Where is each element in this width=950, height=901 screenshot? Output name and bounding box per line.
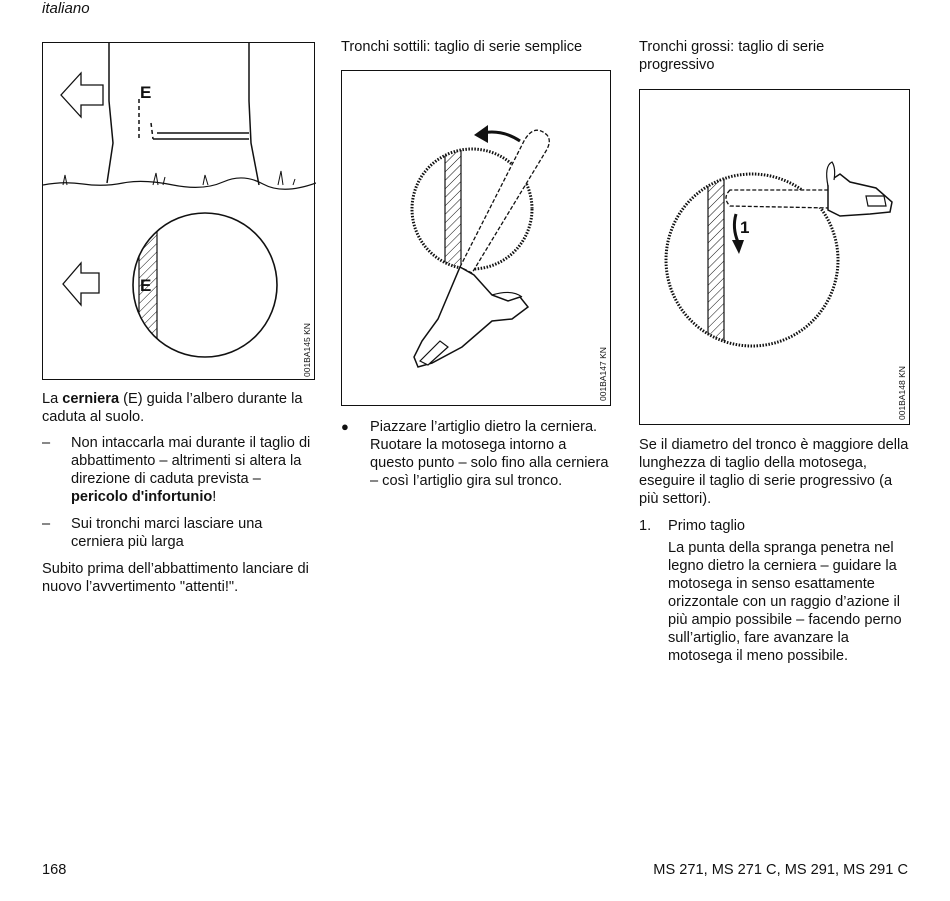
simple-cut-illustration [342,71,612,407]
step-number: 1. [639,518,652,534]
closing-paragraph: Subito prima dell’abbattimento lanciare di nuovo l’avvertimento "attenti!". [42,561,309,595]
progressive-cut-figure [639,89,910,425]
dash-marker: – [42,435,51,451]
item-text: Sui tronchi marci lasciare una cerniera più larga [71,516,263,550]
column2-heading: Tronchi sottili: taglio di serie semplice [341,39,583,55]
page-number: 168 [42,862,67,878]
bullet-icon: ● [341,419,349,434]
step-title: Primo taglio [668,518,746,534]
ground-line [43,178,316,189]
tree-trunk [107,43,259,185]
bullet-text: Piazzare l’artiglio dietro la cerniera. Ruotare la motosega intorno a questo punto – solo fino alla cerniera – così l’artiglio gira sul tronco. [370,419,609,489]
hinge-illustration [43,43,316,381]
warning-bold: pericolo d'infortunio [71,489,213,505]
progressive-cut-illustration [640,90,911,426]
figure-step-label: 1 [740,218,750,237]
guide-bar [726,190,830,208]
intro-text-rest: (E) guida l’albero durante la caduta al suolo. [42,391,303,425]
chainsaw-body [828,174,892,216]
column3-heading: Tronchi grossi: taglio di serie progressivo [639,39,825,73]
figure-code: 001BA147 KN [598,347,608,401]
simple-cut-figure [341,70,611,406]
column3-intro: Se il diametro del tronco è maggiore della lunghezza di taglio della motosega, eseguire il taglio di serie progressivo (a più settori). [639,437,909,507]
item-text: Non intaccarla mai durante il taglio di abbattimento – altrimenti si altera la direzione di caduta prevista – [71,435,311,487]
fall-direction-arrow-top [61,73,103,117]
language-label: italiano [42,0,90,17]
step-text: La punta della spranga penetra nel legno dietro la cerniera – guidare la motosega in senso esattamente orizzontale con un raggio d’azione il più ampio possibile – facendo perno sull’artiglio, fare avanzare la motosega il meno possibile. [668,540,902,664]
hinge-figure [42,42,315,380]
list-item [42,434,317,506]
hinge-label-top: E [140,83,152,102]
list-item [42,515,317,551]
item-end: ! [212,489,217,505]
model-list: MS 271, MS 271 C, MS 291, MS 291 C [653,862,908,878]
hinge-intro [42,390,317,426]
hinge-label-circle: E [140,276,152,295]
numbered-step [639,517,911,665]
dash-marker: – [42,516,51,532]
intro-bold: cerniera [62,391,120,407]
figure-code: 001BA148 KN [897,366,907,420]
figure-code: 001BA145 KN [302,323,312,377]
bullet-item [341,418,611,490]
fall-direction-arrow-bottom [63,263,99,305]
intro-text: La [42,391,63,407]
